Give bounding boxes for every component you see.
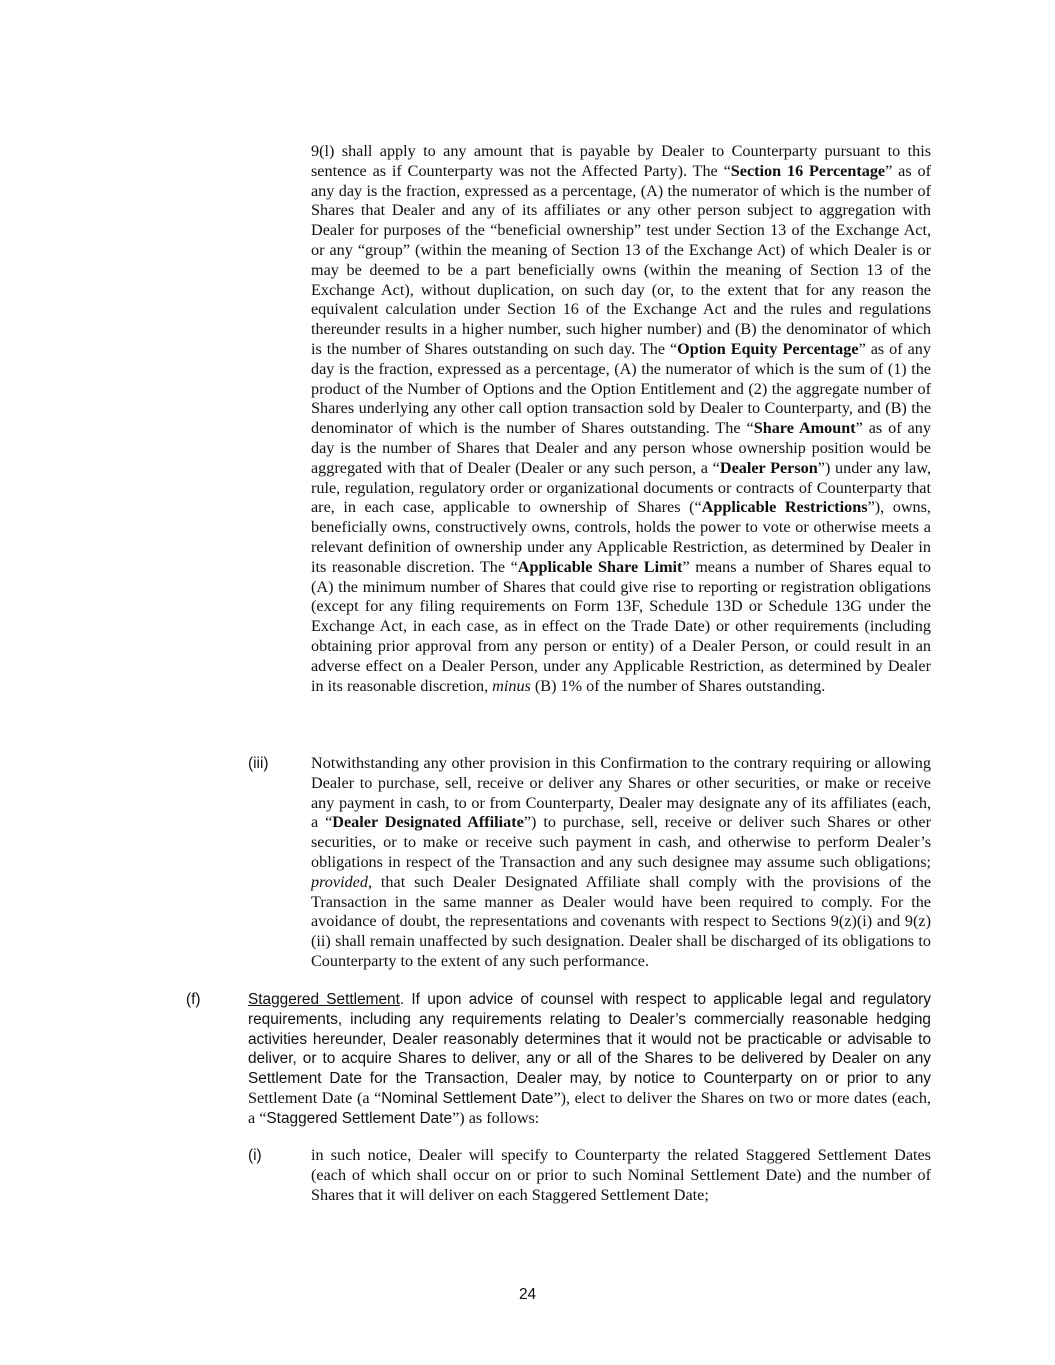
text-run: ” as of any day is the number of Shares that Dealer and any person whose ownership position would be aggregated with that of Dealer (Dealer or any such person, a “ xyxy=(311,419,931,477)
text-run: ”) under any law, rule, regulation, regulatory order or organizational documents or contracts of Counterparty that are, in each case, applicable to ownership of Shares (“ xyxy=(311,458,932,517)
italic-provided: provided xyxy=(311,872,368,891)
italic-minus: minus xyxy=(492,676,531,695)
term-staggered-settlement-date: Staggered Settlement Date xyxy=(266,1109,453,1127)
section-heading-staggered-settlement: Staggered Settlement xyxy=(248,991,400,1008)
text-run: Notwithstanding any other provision in this Confirmation to the contrary requiring or allowing Dealer to purchase, sell, receive or deliver any Shares or other securities, or make or receive any payment in cash, to or from Counterparty, Dealer may designate any of its affiliates (each, a “ xyxy=(311,754,931,832)
text-run: ” means a number of Shares equal to (A) the minimum number of Shares that could give rise to reporting or registration obligations (except for any filing requirements on Form 13F, Schedule 13D or Schedule 13G under the Exchange Act, in each case, as in effect on the Trade Date) or other requirements (including obtaining prior approval from any person or entity) of a Dealer Person, or could result in an adverse effect on a Dealer Person, under any Applicable Restriction, as determined by Dealer in its reasonable discretion, xyxy=(311,557,931,695)
page-number: 24 xyxy=(518,1286,537,1303)
text-run: Settlement Date (a “ xyxy=(248,1088,382,1107)
text-run: If upon advice of counsel with respect to applicable legal and regulatory requirements, including any requirements relating to Dealer’s commercially reasonable hedging activities hereunder, Dealer reasonably determines that it would not be practicable or advisable to deliver, or to acquire Shares to deliver, any or all of the Shares to be delivered by Dealer on any Settlement Date for the Transaction, Dealer may, by notice to Counterparty on or prior to any xyxy=(248,991,931,1088)
clause-label-i: (i) xyxy=(248,1147,262,1164)
defined-term-applicable-restrictions: Applicable Restrictions xyxy=(701,498,868,517)
term-nominal-settlement-date: Nominal Settlement Date xyxy=(381,1089,554,1107)
defined-term-dealer-designated-affiliate: Dealer Designated Affiliate xyxy=(332,813,524,832)
text-run: ”), owns, beneficially owns, constructively owns, controls, holds the power to vote or otherwise meets a relevant definition of ownership under any Applicable Restriction, as determined by Dealer in its reasonable discretion. The “ xyxy=(311,498,931,576)
clause-iii-paragraph xyxy=(311,754,931,972)
text-run: ”) to purchase, sell, receive or deliver such Shares or other securities, or to make or receive such payment in cash, and otherwise to perform Dealer’s obligations in respect of the Transaction and any such designee may assume such obligations; xyxy=(311,813,931,871)
defined-term-applicable-share-limit: Applicable Share Limit xyxy=(517,557,683,576)
text-run: , that such Dealer Designated Affiliate shall comply with the provisions of the Transaction in the same manner as Dealer would have been required to comply. For the avoidance of doubt, the representations and covenants with respect to Sections 9(z)(i) and 9(z)(ii) shall remain unaffected by such designation. Dealer shall be discharged of its obligations to Counterparty to the extent of any such performance. xyxy=(311,872,931,970)
text-run: (B) 1% of the number of Shares outstanding. xyxy=(530,676,826,695)
clause-label-f: (f) xyxy=(186,991,201,1008)
text-run: ” as of any day is the fraction, expressed as a percentage, (A) the numerator of which is the number of Shares that Dealer and any of its affiliates or any other person subject to aggregation with Dealer for purposes of the “beneficial ownership” test under Section 13 of the Exchange Act, or any “group” (within the meaning of Section 13 of the Exchange Act) of which Dealer is or may be deemed to be a part beneficially owns (within the meaning of Section 13 of the Exchange Act), without duplication, on such day (or, to the extent that for any reason the equivalent calculation under Section 16 of the Exchange Act and the rules and regulations thereunder results in a higher number, such higher number) and (B) the denominator of which is the number of Shares outstanding on such day. The “ xyxy=(311,161,931,358)
clause-i-paragraph: in such notice, Dealer will specify to Counterparty the related Staggered Settlement Dates (each of which shall occur on or prior to such Nominal Settlement Date) and the number of Shares that it will deliver on each Staggered Settlement Date; xyxy=(311,1146,931,1204)
clause-f-paragraph xyxy=(248,990,931,1129)
defined-term-dealer-person: Dealer Person xyxy=(719,458,818,477)
clause-label-iii: (iii) xyxy=(248,755,269,772)
continuation-paragraph xyxy=(311,142,931,696)
text-run: ”) as follows: xyxy=(452,1108,540,1127)
text-run: 9(l) shall apply to any amount that is payable by Dealer to Counterparty pursuant to this sentence as if Counterparty was not the Affected Party). The “ xyxy=(311,142,931,180)
text-run: ” as of any day is the fraction, expressed as a percentage, (A) the numerator of which is the sum of (1) the product of the Number of Options and the Option Entitlement and (2) the aggregate number of Shares underlying any other call option transaction sold by Dealer to Counterparty, and (B) the denominator of which is the number of Shares outstanding. The “ xyxy=(311,339,931,438)
text-run: ”), elect to deliver the Shares on two or more dates (each, a “ xyxy=(248,1088,931,1127)
defined-term-share-amount: Share Amount xyxy=(753,419,856,438)
heading-period: . xyxy=(399,991,405,1008)
defined-term-section-16-percentage: Section 16 Percentage xyxy=(730,161,886,180)
defined-term-option-equity-percentage: Option Equity Percentage xyxy=(677,339,859,358)
